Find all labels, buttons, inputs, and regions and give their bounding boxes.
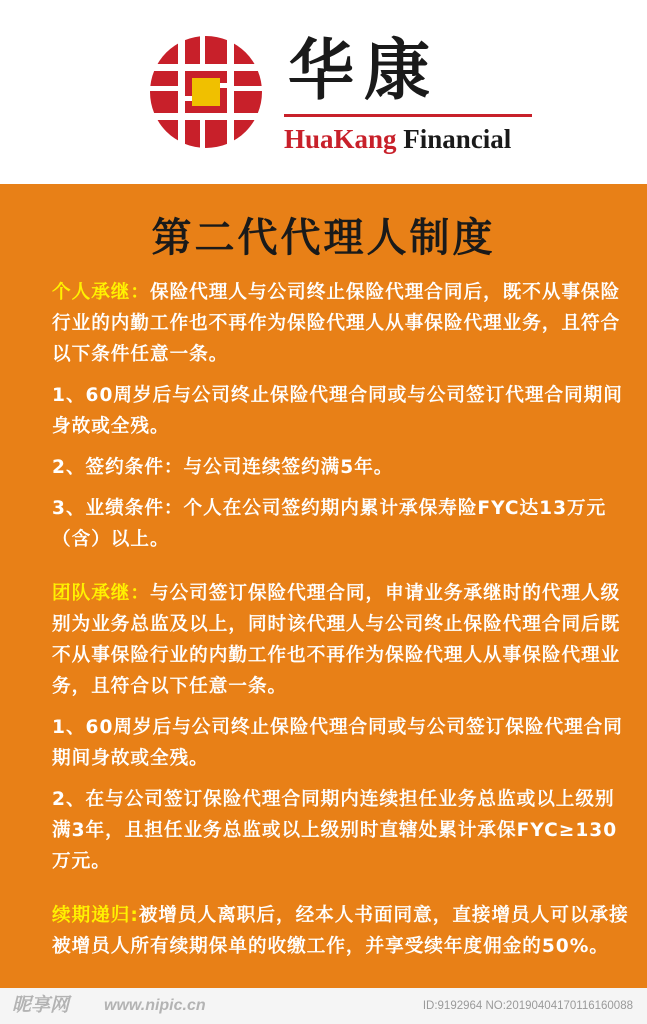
section-heading: 个人承继： [52,282,150,303]
watermark-site-name: 昵享网 [12,994,70,1016]
section-heading: 续期递归: [52,905,139,926]
main-content [0,184,647,988]
section-heading: 团队承继： [52,583,150,604]
list-item: 1、60周岁后与公司终止保险代理合同或与公司签订代理合同期间身故或全残。 [52,385,623,437]
section-renewal [52,900,632,962]
watermark-id: ID:9192964 NO:20190404170116160088 [422,1000,633,1012]
header-banner [0,0,647,184]
huakang-logo-icon [148,34,264,150]
watermark-bar [0,988,647,1024]
page-title: 第二代代理人制度 [151,215,496,261]
list-item: 3、业绩条件：个人在公司签约期内累计承保寿险FYC达13万元（含）以上。 [52,498,607,550]
section-body: 与公司签订保险代理合同，申请业务承继时的代理人级别为业务总监及以上，同时该代理人与公司终止保险代理合同后既不从事保险行业的内勤工作也不再作为保险代理人从事保险代理业务，且符合以下任意一条。 [52,583,621,697]
list-item: 2、在与公司签订保险代理合同期内连续担任业务总监或以上级别满3年，且担任业务总监或以上级别时直辖处累计承保FYC≥130万元。 [52,789,618,872]
section-team [52,578,632,702]
brand-divider [284,114,532,117]
watermark-url: www.nipic.cn [104,997,206,1014]
list-item: 2、签约条件：与公司连续签约满5年。 [52,457,394,478]
section-personal [52,277,632,370]
section-body: 保险代理人与公司终止保险代理合同后，既不从事保险行业的内勤工作也不再作为保险代理人从事保险代理业务，且符合以下条件任意一条。 [52,282,621,365]
brand-name-english-part1: HuaKang [284,124,397,154]
section-body: 被增员人离职后，经本人书面同意，直接增员人可以承接被增员人所有续期保单的收缴工作，并享受续年度佣金的50%。 [52,905,629,957]
list-item: 1、60周岁后与公司终止保险代理合同或与公司签订保险代理合同期间身故或全残。 [52,717,623,769]
brand-name-chinese: 华康 [288,31,440,109]
brand-name-english-part2: Financial [396,124,512,154]
brand-name-english [284,124,511,154]
policy-text [52,277,632,962]
